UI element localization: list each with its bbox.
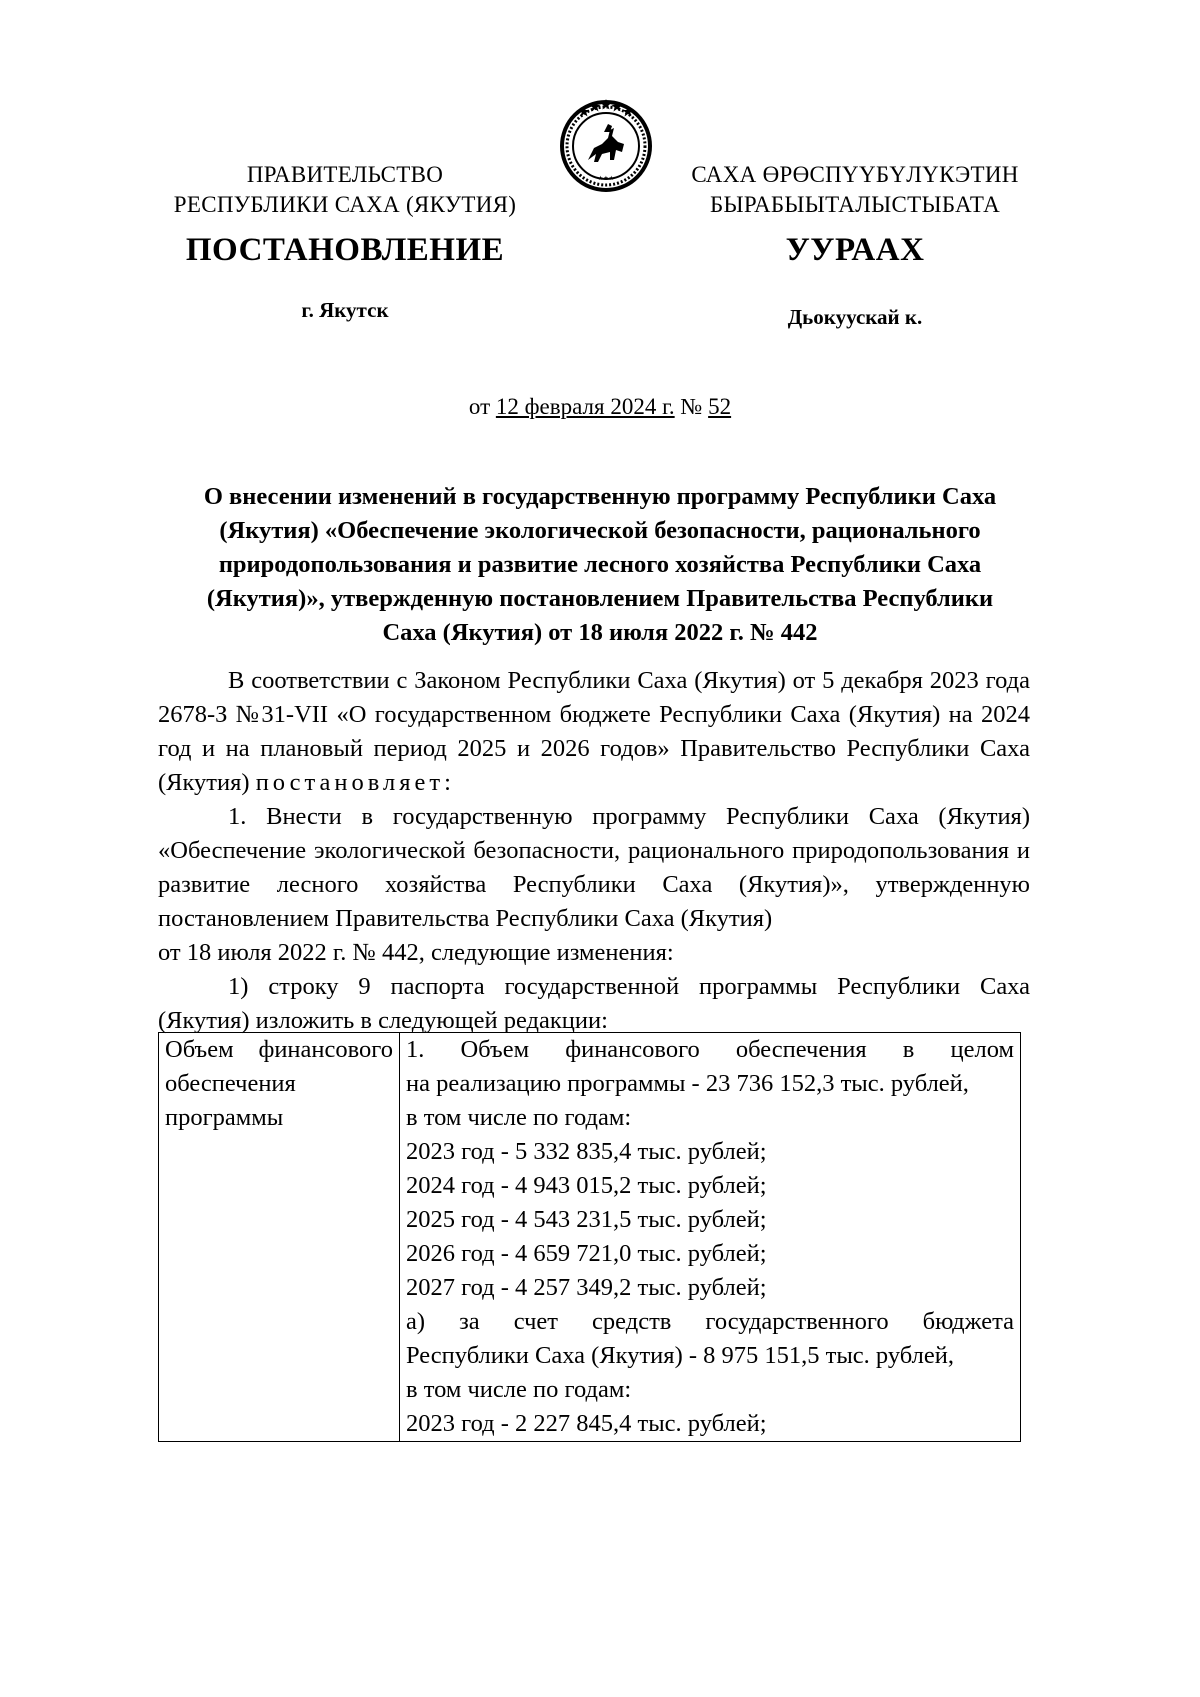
paragraph-1-main: В соответствии с Законом Республики Саха (Якутия) от 5 декабря 2023 года 2678-З №31-VII «О государственном бюджете Республики Саха (Якутия) на 2024 год и на плановый период 2025 и 2026 годов» Правительство Республики Саха (Якутия) <box>158 667 1030 796</box>
paragraph-1 <box>158 664 1030 800</box>
header-right-line1: САХА ӨРӨСПҮҮБҮЛҮКЭТИН <box>691 162 1019 187</box>
header-right-org <box>680 160 1030 220</box>
title-line: (Якутия) «Обеспечение экологической безопасности, рационального <box>219 517 981 544</box>
table-value-line: 2025 год - 4 543 231,5 тыс. рублей; <box>406 1206 767 1233</box>
paragraph-3: 1) строку 9 паспорта государственной программы Республики Саха (Якутия) изложить в следующей редакции: <box>158 973 1030 1034</box>
header-right-line2: БЫРАБЫЫТАЛЫСТЫБАТА <box>709 192 1001 217</box>
city-right: Дьокуускай к. <box>787 305 923 329</box>
document-title <box>158 480 1042 650</box>
financing-table <box>158 1032 1021 1442</box>
table-cell-label <box>159 1033 400 1442</box>
table-value-line: 2026 год - 4 659 721,0 тыс. рублей; <box>406 1240 767 1267</box>
date-prefix: от <box>468 394 491 419</box>
doc-number: 52 <box>708 394 732 419</box>
paragraph-2 <box>158 800 1030 936</box>
date-value: 12 февраля 2024 г. <box>495 394 675 419</box>
doc-type-right: УУРААХ <box>785 232 925 268</box>
paragraph-2-main: 1. Внести в государственную программу Республики Саха (Якутия) «Обеспечение экологической безопасности, рационального природопользования и развитие лесного хозяйства Республики Саха (Якутия)», утвержденную постановлением Правительства Республики Саха (Якутия) <box>158 803 1030 932</box>
coat-of-arms-icon <box>558 98 654 194</box>
table-value-line: 1. Объем финансового обеспечения в целом <box>406 1036 1014 1063</box>
paragraph-2-tail: от 18 июля 2022 г. № 442, следующие изменения: <box>158 939 674 966</box>
number-sign: № <box>680 394 703 419</box>
table-value-line: 2027 год - 4 257 349,2 тыс. рублей; <box>406 1274 767 1301</box>
table-cell-values <box>400 1033 1021 1442</box>
table-value-line: а) за счет средств государственного бюджета <box>406 1308 1014 1335</box>
table-value-line: 2023 год - 2 227 845,4 тыс. рублей; <box>406 1410 767 1437</box>
table-value-line: в том числе по годам: <box>406 1104 632 1131</box>
table-value-line: Республики Саха (Якутия) - 8 975 151,5 тыс. рублей, <box>406 1342 954 1369</box>
title-line: О внесении изменений в государственную программу Республики Саха <box>203 483 997 510</box>
paragraph-1-verb: постановляет: <box>255 769 455 796</box>
table-value-line: 2024 год - 4 943 015,2 тыс. рублей; <box>406 1172 767 1199</box>
city-left: г. Якутск <box>301 298 389 322</box>
header-left-line2: РЕСПУБЛИКИ САХА (ЯКУТИЯ) <box>173 192 517 217</box>
table-row <box>159 1033 1021 1442</box>
table-label-text: Объем финансового обеспечения программы <box>165 1036 393 1131</box>
title-line: (Якутия)», утвержденную постановлением Правительства Республики <box>206 585 994 612</box>
date-line <box>0 394 1200 420</box>
table-value-line: на реализацию программы - 23 736 152,3 тыс. рублей, <box>406 1070 969 1097</box>
svg-text:★★★: ★★★ <box>597 175 615 182</box>
table-value-line: 2023 год - 5 332 835,4 тыс. рублей; <box>406 1138 767 1165</box>
header-left-org <box>170 160 520 220</box>
title-line: Саха (Якутия) от 18 июля 2022 г. № 442 <box>382 619 818 646</box>
doc-type-left: ПОСТАНОВЛЕНИЕ <box>185 232 505 268</box>
body-text <box>158 664 1030 1038</box>
title-line: природопользования и развитие лесного хозяйства Республики Саха <box>218 551 982 578</box>
header-left-line1: ПРАВИТЕЛЬСТВО <box>246 162 444 187</box>
table-value-line: в том числе по годам: <box>406 1376 632 1403</box>
